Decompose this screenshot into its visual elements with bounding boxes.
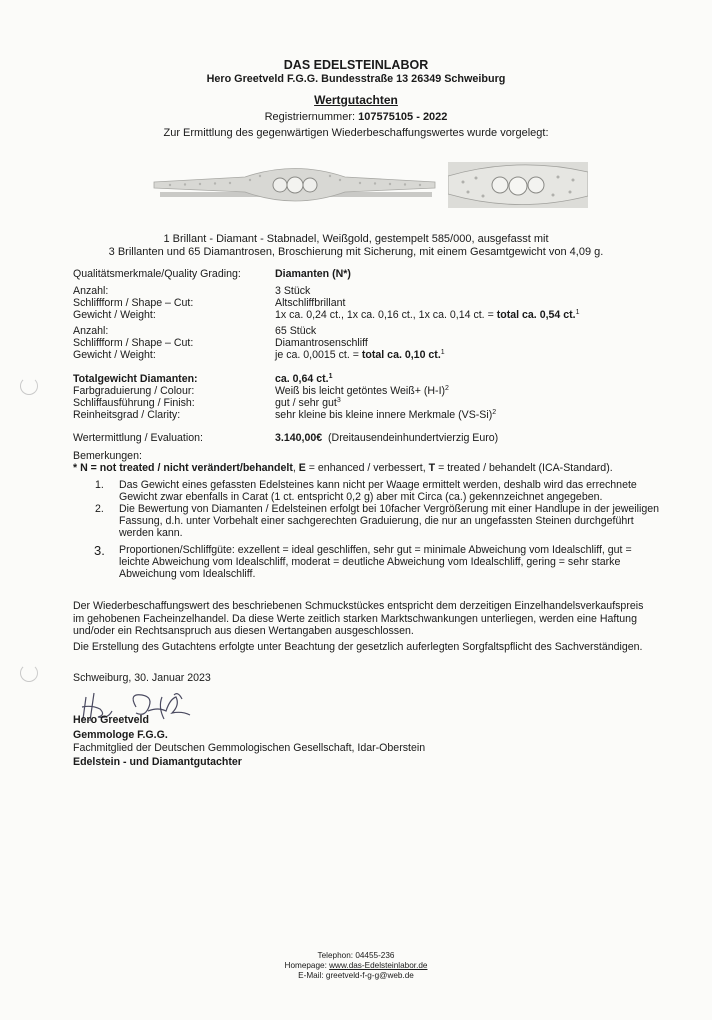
group1-shape-row — [73, 297, 673, 309]
remark-number: 1. — [95, 479, 104, 491]
colour-row — [73, 385, 673, 397]
colour-label: Farbgraduierung / Colour: — [73, 385, 195, 397]
count-value: 3 Stück — [275, 285, 311, 297]
weight-total: total ca. 0,54 ct. — [496, 309, 576, 321]
company-address: Hero Greetveld F.G.G. Bundesstraße 13 26349 Schweiburg — [206, 73, 506, 85]
group2-count-row — [73, 325, 673, 337]
footnote-ref: 2 — [492, 409, 497, 416]
total-weight-row — [73, 373, 673, 385]
colour-text: Weiß bis leicht getöntes Weiß+ (H-I) — [275, 385, 446, 397]
legend-e: = enhanced / verbessert, — [305, 462, 429, 474]
closing-paragraph-2: Die Erstellung des Gutachtens erfolgte unter Beachtung der gesetzlich auferlegten Sorgfaltspflicht des Sachverständigen. — [73, 641, 643, 653]
colour-value — [275, 385, 449, 397]
legend-e-key: E — [298, 462, 306, 474]
clarity-label: Reinheitsgrad / Clarity: — [73, 409, 181, 421]
grading-heading-row — [73, 268, 673, 280]
signatory-membership: Fachmitglied der Deutschen Gemmologischen Gesellschaft, Idar-Oberstein — [73, 742, 426, 754]
remark-text: Das Gewicht eines gefassten Edelsteines kann nicht per Waage ermittelt werden, deshalb wird das errechnete Gewicht zwar ebenfalls in Carat (1 ct. entspricht 0,2 g) aber mit Circa (ca.) gekennzeichnet angegeben. — [119, 479, 637, 503]
registration-line — [0, 111, 712, 123]
weight-value — [275, 309, 580, 321]
signatory-title: Gemmologe F.G.G. — [73, 729, 168, 741]
closing-paragraph-1: Der Wiederbeschaffungswert des beschriebenen Schmuckstückes entspricht dem derzeitigen Einzelhandelsverkaufspreis im gehobenen Facheinzelhandel. Da diese Werte zeitlich starken Marktschwankungen unterliegen, werden eine Haftung und/oder ein Rechtsanspruch aus diesen Wertangaben ausgeschlossen. — [73, 600, 644, 637]
remark-number: 2. — [95, 503, 104, 515]
signatory-name: Hero Greetveld — [73, 714, 149, 726]
evaluation-value — [275, 432, 498, 444]
remarks-heading: Bemerkungen: — [73, 450, 142, 462]
finish-row — [73, 397, 673, 409]
clarity-row — [73, 409, 673, 421]
footer-email[interactable]: E-Mail: greetveld-f-g-g@web.de — [298, 971, 414, 980]
legend-t: = treated / behandelt (ICA-Standard). — [435, 462, 613, 474]
shape-label: Schliffform / Shape – Cut: — [73, 337, 194, 349]
shape-value: Altschliffbrillant — [275, 297, 346, 309]
place-date: Schweiburg, 30. Januar 2023 — [73, 672, 211, 684]
evaluation-row — [73, 432, 673, 444]
group2-weight-row — [73, 349, 673, 361]
count-label: Anzahl: — [73, 325, 109, 337]
remark-text: Die Bewertung von Diamanten / Edelsteinen erfolgt bei 10facher Vergrößerung mit einer Handlupe in der jeweiligen Fassung, d.h. unter Vorbehalt einer sachgerechten Graduierung, die nur an ungefassten Steinen durchgeführt werden kann. — [119, 503, 660, 539]
weight-value — [275, 349, 445, 361]
homepage-link[interactable]: www.das-Edelsteinlabor.de — [329, 961, 428, 970]
hole-punch-mark — [20, 664, 38, 682]
total-weight-value — [275, 373, 333, 385]
evaluation-words: (Dreitausendeinhundertvierzig Euro) — [328, 432, 499, 444]
weight-detail: je ca. 0,0015 ct. = — [275, 349, 362, 361]
group1-count-row — [73, 285, 673, 297]
weight-detail: 1x ca. 0,24 ct., 1x ca. 0,16 ct., 1x ca. 0,14 ct. = — [275, 309, 497, 321]
footnote-ref: 1 — [440, 349, 445, 356]
shape-value: Diamantrosenschliff — [275, 337, 368, 349]
clarity-value — [275, 409, 496, 421]
count-value: 65 Stück — [275, 325, 317, 337]
grading-heading-value: Diamanten (N*) — [275, 268, 351, 280]
document-title: Wertgutachten — [314, 93, 398, 107]
grading-heading-label: Qualitätsmerkmale/Quality Grading: — [73, 268, 241, 280]
clarity-text: sehr kleine bis kleine innere Merkmale (VS-Si) — [275, 409, 493, 421]
item-description-line-2: 3 Brillanten und 65 Diamantrosen, Broschierung mit Sicherung, mit einem Gesamtgewicht von 4,09 g. — [108, 246, 604, 258]
group1-weight-row — [73, 309, 673, 321]
item-description-line-1: 1 Brillant - Diamant - Stabnadel, Weißgold, gestempelt 585/000, ausgefasst mit — [163, 233, 549, 245]
intro-text: Zur Ermittlung des gegenwärtigen Wiederbeschaffungswertes wurde vorgelegt: — [163, 127, 549, 139]
hole-punch-mark — [20, 377, 38, 395]
footer-homepage — [0, 961, 712, 971]
finish-value — [275, 397, 341, 409]
footer-phone: Telephon: 04455-236 — [317, 951, 395, 960]
finish-label: Schliffausführung / Finish: — [73, 397, 195, 409]
brooch-photo-detail — [448, 162, 588, 208]
total-weight-label: Totalgewicht Diamanten: — [73, 373, 198, 385]
evaluation-amount: 3.140,00€ — [275, 432, 323, 444]
weight-label: Gewicht / Weight: — [73, 309, 156, 321]
weight-label: Gewicht / Weight: — [73, 349, 156, 361]
treatment-legend: * N = not treated / nicht verändert/behandelt, E = enhanced / verbessert, T = treated / behandelt (ICA-Standard). — [73, 462, 613, 474]
footnote-ref: 1 — [328, 373, 333, 380]
registration-number: 107575105 - 2022 — [358, 111, 448, 123]
legend-t-key: T — [428, 462, 436, 474]
company-name: DAS EDELSTEINLABOR — [283, 58, 429, 72]
brooch-photo-full — [150, 162, 440, 208]
count-label: Anzahl: — [73, 285, 109, 297]
evaluation-label: Wertermittlung / Evaluation: — [73, 432, 203, 444]
shape-label: Schliffform / Shape – Cut: — [73, 297, 194, 309]
footnote-ref: 1 — [575, 309, 580, 316]
total-weight-text: ca. 0,64 ct. — [275, 373, 329, 385]
weight-total: total ca. 0,10 ct. — [361, 349, 441, 361]
footnote-ref: 3 — [336, 397, 341, 404]
homepage-label: Homepage: — [284, 961, 330, 970]
footnote-ref: 2 — [445, 385, 449, 392]
group2-shape-row — [73, 337, 673, 349]
registration-label: Registriernummer: — [264, 111, 356, 123]
legend-n: * N = not treated / nicht verändert/behandelt — [73, 462, 293, 474]
finish-text: gut / sehr gut — [275, 397, 337, 409]
remark-text: Proportionen/Schliffgüte: exzellent = ideal geschliffen, sehr gut = minimale Abweichung vom Idealschliff, gut = leichte Abweichung vom Idealschliff, moderat = deutliche Abweichung vom Idealschliff, gering = sehr starke Abweichung vom Idealschliff. — [119, 544, 632, 580]
signatory-role: Edelstein - und Diamantgutachter — [73, 756, 242, 768]
remark-number: 3. — [94, 543, 105, 558]
